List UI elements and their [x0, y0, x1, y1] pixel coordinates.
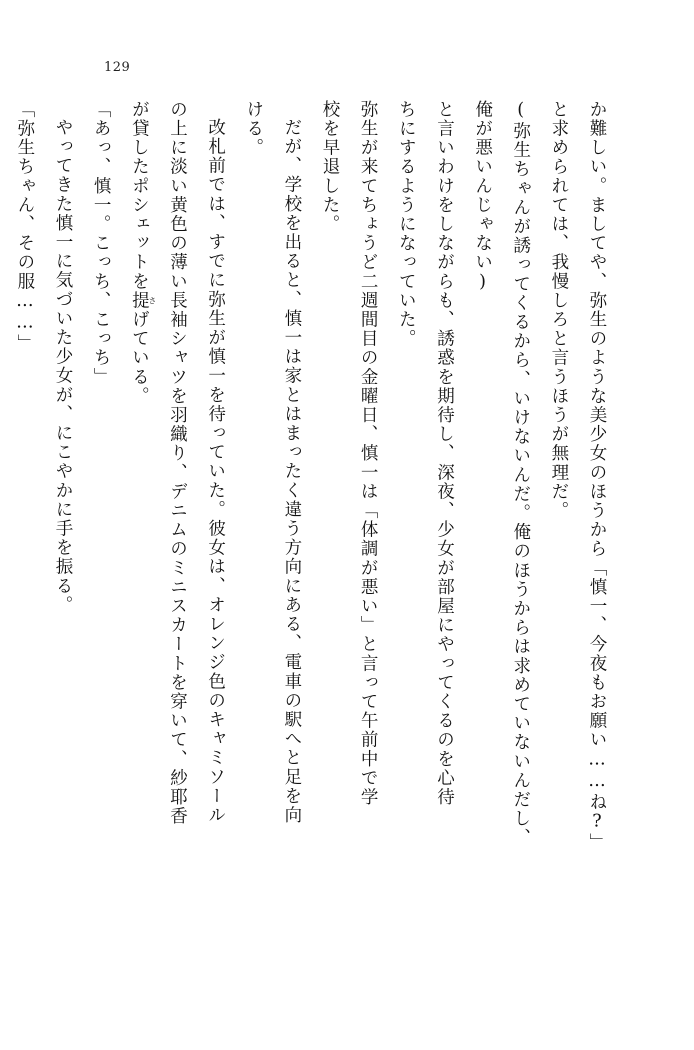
paragraph-line: 「あっ、慎一。こっち、こっち」 — [91, 100, 112, 387]
paragraph-line: ちにするようになっていた。 — [396, 100, 417, 349]
paragraph-line: と求められては、我慢しろと言うほうが無理だ。 — [548, 100, 569, 521]
paragraph-line: ける。 — [243, 100, 264, 158]
body-text — [14, 100, 616, 930]
page-number: 129 — [104, 60, 131, 75]
paragraph-line: 改札前では、すでに弥生が慎一を待っていた。彼女は、オレンジ色のキャミソール — [205, 117, 226, 825]
paragraph-line: 弥生が来てちょうど二週間目の金曜日、慎一は「体調が悪い」と言って午前中で学 — [358, 100, 379, 807]
paragraph-line: 俺が悪いんじゃない) — [472, 100, 493, 294]
paragraph-line: の上に淡い黄色の薄い長袖シャツを羽織り、デニムのミニスカートを穿いて、紗耶香 — [167, 100, 188, 826]
paragraph-line: と言いわけをしながらも、誘惑を期待し、深夜、少女が部屋にやってくるのを心待 — [434, 100, 455, 807]
paragraph-line: だが、学校を出ると、慎一は家とはまったく違う方向にある、電車の駅へと足を向 — [281, 117, 302, 825]
paragraph-line: やってきた慎一に気づいた少女が、にこやかに手を振る。 — [53, 117, 74, 615]
paragraph-line: (弥生ちゃんが誘ってくるから、いけないんだ。俺のほうからは求めていないんだし、 — [510, 100, 531, 848]
paragraph-line: 「弥生ちゃん、その服……」 — [14, 100, 35, 354]
paragraph-line: が貸したポシェットを提さげている。 — [129, 100, 157, 406]
paragraph-line: か難しい。ましてや、弥生のような美少女のほうから「慎一、今夜もお願い……ね?」 — [587, 100, 607, 853]
paragraph-line: 校を早退した。 — [320, 100, 341, 234]
